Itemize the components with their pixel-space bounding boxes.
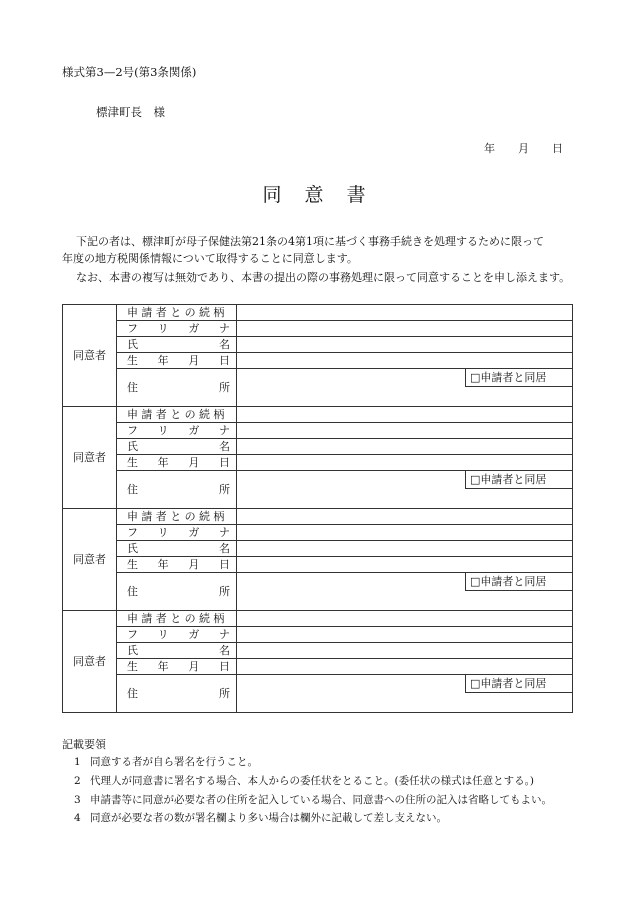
label-char: 日 bbox=[218, 557, 230, 571]
label-char: 生 bbox=[127, 659, 138, 673]
label-char: 住 bbox=[127, 482, 138, 496]
consenter-row-address bbox=[63, 573, 573, 595]
relation-label bbox=[117, 305, 237, 321]
label-char: リ bbox=[157, 321, 169, 335]
addressee: 標津町長 様 bbox=[96, 105, 165, 119]
cohabit-checkbox[interactable]: □申請者と同居 bbox=[465, 573, 572, 591]
label-char: ナ bbox=[218, 321, 230, 335]
consenter-row-birthdate bbox=[63, 353, 573, 369]
label-char: 氏 bbox=[127, 439, 138, 453]
label-char: 住 bbox=[127, 584, 138, 598]
relation-text: 申請者との続柄 bbox=[127, 407, 228, 421]
furigana-field[interactable] bbox=[237, 321, 573, 337]
label-char: 氏 bbox=[127, 643, 138, 657]
label-char: ナ bbox=[218, 627, 230, 641]
note-item bbox=[74, 792, 552, 807]
label-char: リ bbox=[157, 423, 169, 437]
label-char: 住 bbox=[127, 380, 138, 394]
consenter-row-birthdate bbox=[63, 557, 573, 573]
label-char: 氏 bbox=[127, 541, 138, 555]
date-year-label: 年 bbox=[484, 142, 495, 155]
consenter-row-name bbox=[63, 541, 573, 557]
note-text: 申請書等に同意が必要な者の住所を記入している場合、同意書への住所の記入は省略してもよい。 bbox=[90, 794, 552, 806]
address-field[interactable] bbox=[237, 573, 573, 595]
relation-field[interactable] bbox=[237, 509, 573, 525]
address-field-cont[interactable] bbox=[237, 390, 573, 407]
consenter-row-name bbox=[63, 337, 573, 353]
label-char: 名 bbox=[219, 439, 230, 453]
consent-paragraph-note: なお、本書の複写は無効であり、本書の提出の際の事務処理に限って同意することを申し添えます。 bbox=[76, 271, 571, 284]
label-char: 名 bbox=[219, 541, 230, 555]
address-label bbox=[117, 369, 237, 407]
name-label bbox=[117, 643, 237, 659]
note-text: 同意する者が自ら署名を行うこと。 bbox=[90, 756, 258, 768]
name-label bbox=[117, 337, 237, 353]
note-text: 同意が必要な者の数が署名欄より多い場合は欄外に記載して差し支えない。 bbox=[90, 812, 447, 824]
consent-table bbox=[62, 304, 573, 713]
relation-text: 申請者との続柄 bbox=[127, 305, 228, 319]
date-day-label: 日 bbox=[552, 142, 563, 155]
label-char: 所 bbox=[219, 584, 230, 598]
relation-label bbox=[117, 407, 237, 423]
birthdate-field[interactable] bbox=[237, 353, 573, 369]
consenter-row-furigana bbox=[63, 321, 573, 337]
consenter-row-address bbox=[63, 369, 573, 391]
birthdate-field[interactable] bbox=[237, 557, 573, 573]
label-char: 日 bbox=[218, 353, 230, 367]
birthdate-field[interactable] bbox=[237, 659, 573, 675]
label-char: 年 bbox=[157, 557, 169, 571]
consenter-header: 同意者 bbox=[63, 407, 117, 509]
consenter-row-relation bbox=[63, 305, 573, 321]
label-char: フ bbox=[127, 423, 138, 437]
label-char: リ bbox=[157, 525, 169, 539]
label-char: フ bbox=[127, 321, 138, 335]
note-item bbox=[74, 810, 447, 825]
label-char: 日 bbox=[218, 659, 230, 673]
label-char: 氏 bbox=[127, 337, 138, 351]
address-field[interactable] bbox=[237, 369, 573, 391]
relation-field[interactable] bbox=[237, 611, 573, 627]
relation-label bbox=[117, 611, 237, 627]
consenter-row-address bbox=[63, 675, 573, 697]
label-char: ガ bbox=[188, 321, 200, 335]
label-char: 月 bbox=[188, 455, 200, 469]
label-char: リ bbox=[157, 627, 169, 641]
label-char: 所 bbox=[219, 380, 230, 394]
label-char: 月 bbox=[188, 353, 200, 367]
label-char: ナ bbox=[218, 423, 230, 437]
label-char: ナ bbox=[218, 525, 230, 539]
consenter-header: 同意者 bbox=[63, 509, 117, 611]
relation-text: 申請者との続柄 bbox=[127, 611, 228, 625]
address-label bbox=[117, 471, 237, 509]
furigana-label bbox=[117, 627, 237, 643]
address-field-cont[interactable] bbox=[237, 492, 573, 509]
birthdate-field[interactable] bbox=[237, 455, 573, 471]
label-char: ガ bbox=[188, 525, 200, 539]
name-field[interactable] bbox=[237, 541, 573, 557]
address-field[interactable] bbox=[237, 471, 573, 493]
note-item bbox=[74, 754, 258, 769]
cohabit-checkbox[interactable]: □申請者と同居 bbox=[465, 675, 572, 693]
relation-label bbox=[117, 509, 237, 525]
label-char: 年 bbox=[157, 659, 169, 673]
furigana-field[interactable] bbox=[237, 423, 573, 439]
consenter-row-name bbox=[63, 439, 573, 455]
cohabit-checkbox[interactable]: □申請者と同居 bbox=[465, 369, 572, 387]
furigana-label bbox=[117, 321, 237, 337]
consenter-row-furigana bbox=[63, 423, 573, 439]
form-number: 様式第3—2号(第3条関係) bbox=[62, 65, 197, 79]
label-char: フ bbox=[127, 525, 138, 539]
label-char: 月 bbox=[188, 659, 200, 673]
label-char: 名 bbox=[219, 337, 230, 351]
label-char: 日 bbox=[218, 455, 230, 469]
address-field-cont[interactable] bbox=[237, 696, 573, 713]
cohabit-checkbox[interactable]: □申請者と同居 bbox=[465, 471, 572, 489]
consenter-row-furigana bbox=[63, 525, 573, 541]
label-char: フ bbox=[127, 627, 138, 641]
label-char: 所 bbox=[219, 686, 230, 700]
note-number: 3 bbox=[74, 794, 81, 806]
consent-paragraph-line2: 年度の地方税関係情報について取得することに同意します。 bbox=[62, 252, 358, 265]
relation-field[interactable] bbox=[237, 305, 573, 321]
relation-text: 申請者との続柄 bbox=[127, 509, 228, 523]
note-number: 1 bbox=[74, 756, 81, 768]
label-char: 所 bbox=[219, 482, 230, 496]
label-char: 生 bbox=[127, 353, 138, 367]
label-char: 生 bbox=[127, 557, 138, 571]
relation-field[interactable] bbox=[237, 407, 573, 423]
notes-heading: 記載要領 bbox=[62, 738, 106, 751]
consenter-row-birthdate bbox=[63, 659, 573, 675]
consenter-header: 同意者 bbox=[63, 611, 117, 713]
consenter-row-relation bbox=[63, 509, 573, 525]
note-text: 代理人が同意書に署名する場合、本人からの委任状をとること。(委任状の様式は任意とする。) bbox=[90, 775, 534, 787]
label-char: ガ bbox=[188, 627, 200, 641]
address-field[interactable] bbox=[237, 675, 573, 697]
name-label bbox=[117, 541, 237, 557]
consenter-header: 同意者 bbox=[63, 305, 117, 407]
birthdate-label bbox=[117, 557, 237, 573]
name-field[interactable] bbox=[237, 439, 573, 455]
furigana-field[interactable] bbox=[237, 627, 573, 643]
label-char: 年 bbox=[157, 353, 169, 367]
label-char: 月 bbox=[188, 557, 200, 571]
label-char: 生 bbox=[127, 455, 138, 469]
name-field[interactable] bbox=[237, 643, 573, 659]
consenter-row-relation bbox=[63, 611, 573, 627]
document-title: 同 意 書 bbox=[262, 184, 368, 206]
consenter-row-furigana bbox=[63, 627, 573, 643]
consenter-row-name bbox=[63, 643, 573, 659]
furigana-label bbox=[117, 525, 237, 541]
birthdate-label bbox=[117, 659, 237, 675]
furigana-label bbox=[117, 423, 237, 439]
name-label bbox=[117, 439, 237, 455]
note-number: 2 bbox=[74, 775, 81, 787]
label-char: 年 bbox=[157, 455, 169, 469]
address-label bbox=[117, 675, 237, 713]
label-char: ガ bbox=[188, 423, 200, 437]
note-number: 4 bbox=[74, 812, 81, 824]
name-field[interactable] bbox=[237, 337, 573, 353]
note-item bbox=[74, 773, 534, 788]
date-line bbox=[484, 140, 563, 156]
address-field-cont[interactable] bbox=[237, 594, 573, 611]
consent-paragraph-line1: 下記の者は、標津町が母子保健法第21条の4第1項に基づく事務手続きを処理するために限って bbox=[76, 235, 544, 248]
address-label bbox=[117, 573, 237, 611]
date-month-label: 月 bbox=[518, 142, 529, 155]
consenter-row-address bbox=[63, 471, 573, 493]
consenter-row-relation bbox=[63, 407, 573, 423]
label-char: 名 bbox=[219, 643, 230, 657]
birthdate-label bbox=[117, 455, 237, 471]
consenter-row-birthdate bbox=[63, 455, 573, 471]
furigana-field[interactable] bbox=[237, 525, 573, 541]
label-char: 住 bbox=[127, 686, 138, 700]
birthdate-label bbox=[117, 353, 237, 369]
